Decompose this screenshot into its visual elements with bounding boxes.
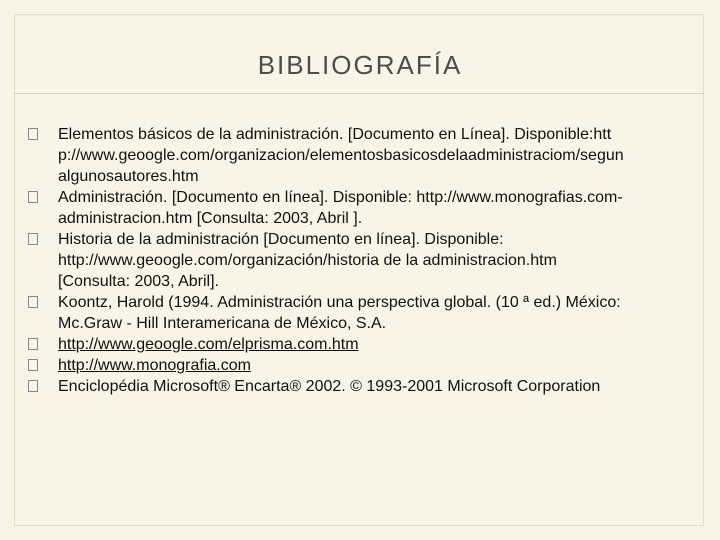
title-divider: [14, 93, 704, 94]
reference-text: Enciclopédia Microsoft® Encarta® 2002. © 1993-2001 Microsoft Corporation: [58, 378, 601, 395]
list-item: [28, 292, 712, 334]
slide-title: BIBLIOGRAFÍA: [257, 50, 463, 80]
square-bullet-icon: [28, 233, 38, 245]
monografia-link[interactable]: http://www.monografia.com: [58, 357, 251, 374]
square-bullet-icon: [28, 128, 38, 140]
list-item: [28, 124, 712, 187]
elprisma-link[interactable]: http://www.geoogle.com/elprisma.com.htm: [58, 336, 359, 353]
reference-text: Administración. [Documento en línea]. Disponible: http://www.monografias.com- administracion.htm [Consulta: 2003, Abril ].: [58, 189, 623, 227]
reference-link-text: [58, 334, 708, 355]
reference-link-text: [58, 355, 708, 376]
square-bullet-icon: [28, 191, 38, 203]
list-item: [28, 355, 712, 376]
reference-text: Historia de la administración [Documento en línea]. Disponible: http://www.geoogle.com/organización/historia de la administracion.htm [Consulta: 2003, Abril].: [58, 231, 557, 290]
square-bullet-icon: [28, 359, 38, 371]
square-bullet-icon: [28, 338, 38, 350]
square-bullet-icon: [28, 296, 38, 308]
bibliography-list: [28, 124, 712, 397]
reference-text: Elementos básicos de la administración. [Documento en Línea]. Disponible:htt p://www.geoogle.com/organizacion/elementosbasicosdelaadministraciom/segun algunosautores.htm: [58, 126, 624, 185]
square-bullet-icon: [28, 380, 38, 392]
list-item: [28, 187, 712, 229]
list-item: [28, 229, 712, 292]
reference-text: Koontz, Harold (1994. Administración una perspectiva global. (10 ª ed.) México: Mc.Graw - Hill Interamericana de México, S.A.: [58, 294, 621, 332]
list-item: [28, 376, 712, 397]
list-item: [28, 334, 712, 355]
